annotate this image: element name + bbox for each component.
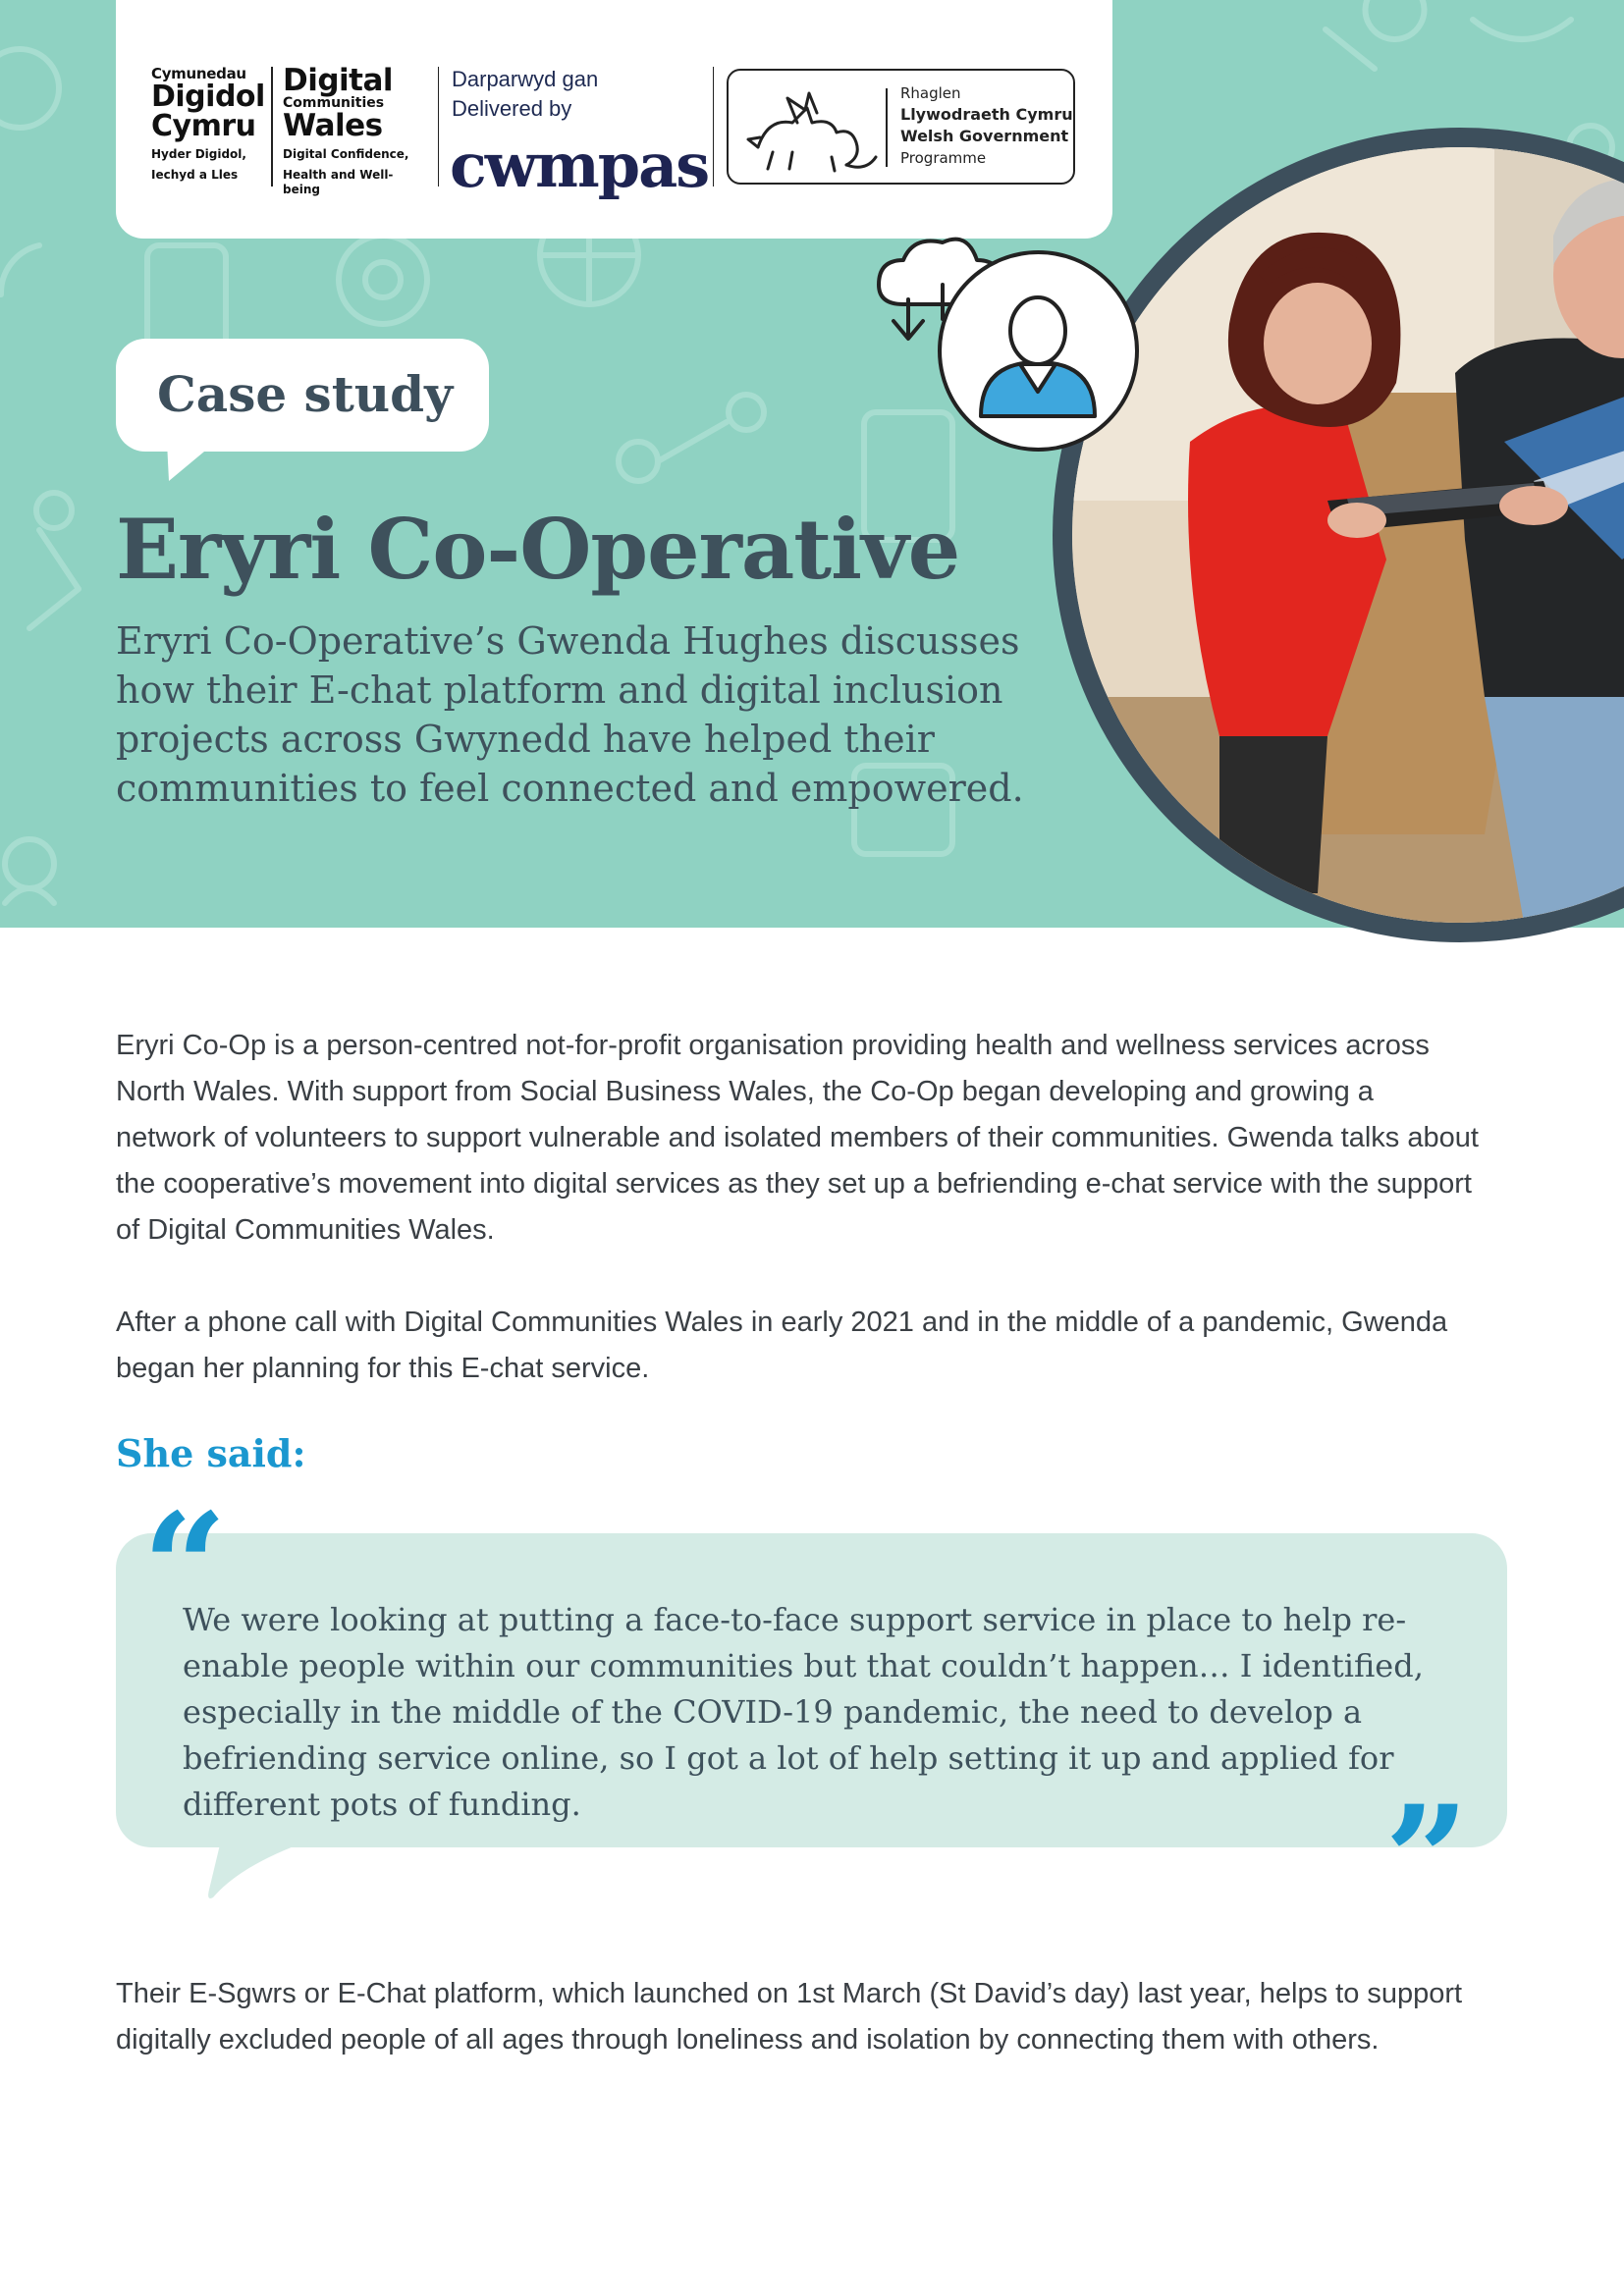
bubble-tail [157,442,226,491]
welsh-dragon-icon [738,79,886,177]
logo-text: Digital [283,63,394,98]
gov-text-line: Welsh Government [900,127,1069,145]
divider [271,67,273,187]
quote-bubble-tail [201,1841,309,1904]
open-quote-icon: “ [142,1481,228,1654]
welsh-government-text [900,82,1073,169]
logo-text: Digital Confidence, [283,147,409,161]
logo-text: Cymunedau [151,65,246,82]
partner-logos-card [116,0,1112,239]
logo-text: Health and Well-being [283,168,394,196]
person-circle [938,250,1139,452]
digital-communities-wales-logo [283,65,420,197]
page-subtitle: Eryri Co-Operative’s Gwenda Hughes discusses how their E-chat platform and digital inclusion projects across Gwynedd have helped their communities to feel connected and empowered. [116,619,1024,810]
delivered-by [452,65,598,124]
logo-text: Iechyd a Lles [151,168,239,182]
close-quote-icon: ” [1384,1774,1470,1947]
intro-paragraph: Eryri Co-Op is a person-centred not-for-profit organisation providing health and wellness services across North Wales. With support from Social Business Wales, the Co-Op began developing and growing a network of volunteers to support vulnerable and isolated members of their communities. Gwenda talks about the cooperative’s movement into digital services as they set up a befriending e-chat service with the support of Digital Communities Wales. [116,1030,1479,1246]
delivered-by-en: Delivered by [452,96,572,121]
cwmpas-logo: cwmpas [450,130,709,201]
logo-text: Communities [283,95,385,111]
logo-text: Hyder Digidol, [151,147,246,161]
divider [713,67,714,187]
delivered-by-cy: Darparwyd gan [452,67,599,91]
quote-text: We were looking at putting a face-to-face support service in place to help re-enable people within our communities but that couldn’t happen… I identified, especially in the middle of the COVID-19 pandemic, the need to develop a befriending service online, so I got a lot of help setting it up and applied for different pots of funding. [183,1601,1424,1823]
context-paragraph: After a phone call with Digital Communities Wales in early 2021 and in the middle of a pandemic, Gwenda began her planning for this E-chat service. [116,1307,1448,1384]
gov-text-line: Programme [900,149,987,167]
platform-paragraph: Their E-Sgwrs or E-Chat platform, which launched on 1st March (St David’s day) last year, helps to support digitally excluded people of all ages through loneliness and isolation by connecting them with others. [116,1978,1463,2056]
divider [438,67,439,187]
quote-heading: She said: [116,1431,306,1475]
divider [886,88,888,167]
welsh-government-logo [727,69,1075,185]
person-icon [942,254,1135,448]
logo-text: Digidol [151,80,265,114]
logo-text: Wales [283,108,383,143]
logo-text: Cymru [151,109,256,143]
case-study-label: Case study [157,365,454,423]
digidol-cymru-logo [151,65,265,183]
page-title: Eryri Co-Operative [116,501,960,598]
gov-text-line: Llywodraeth Cymru [900,105,1073,124]
gov-text-line: Rhaglen [900,84,961,102]
